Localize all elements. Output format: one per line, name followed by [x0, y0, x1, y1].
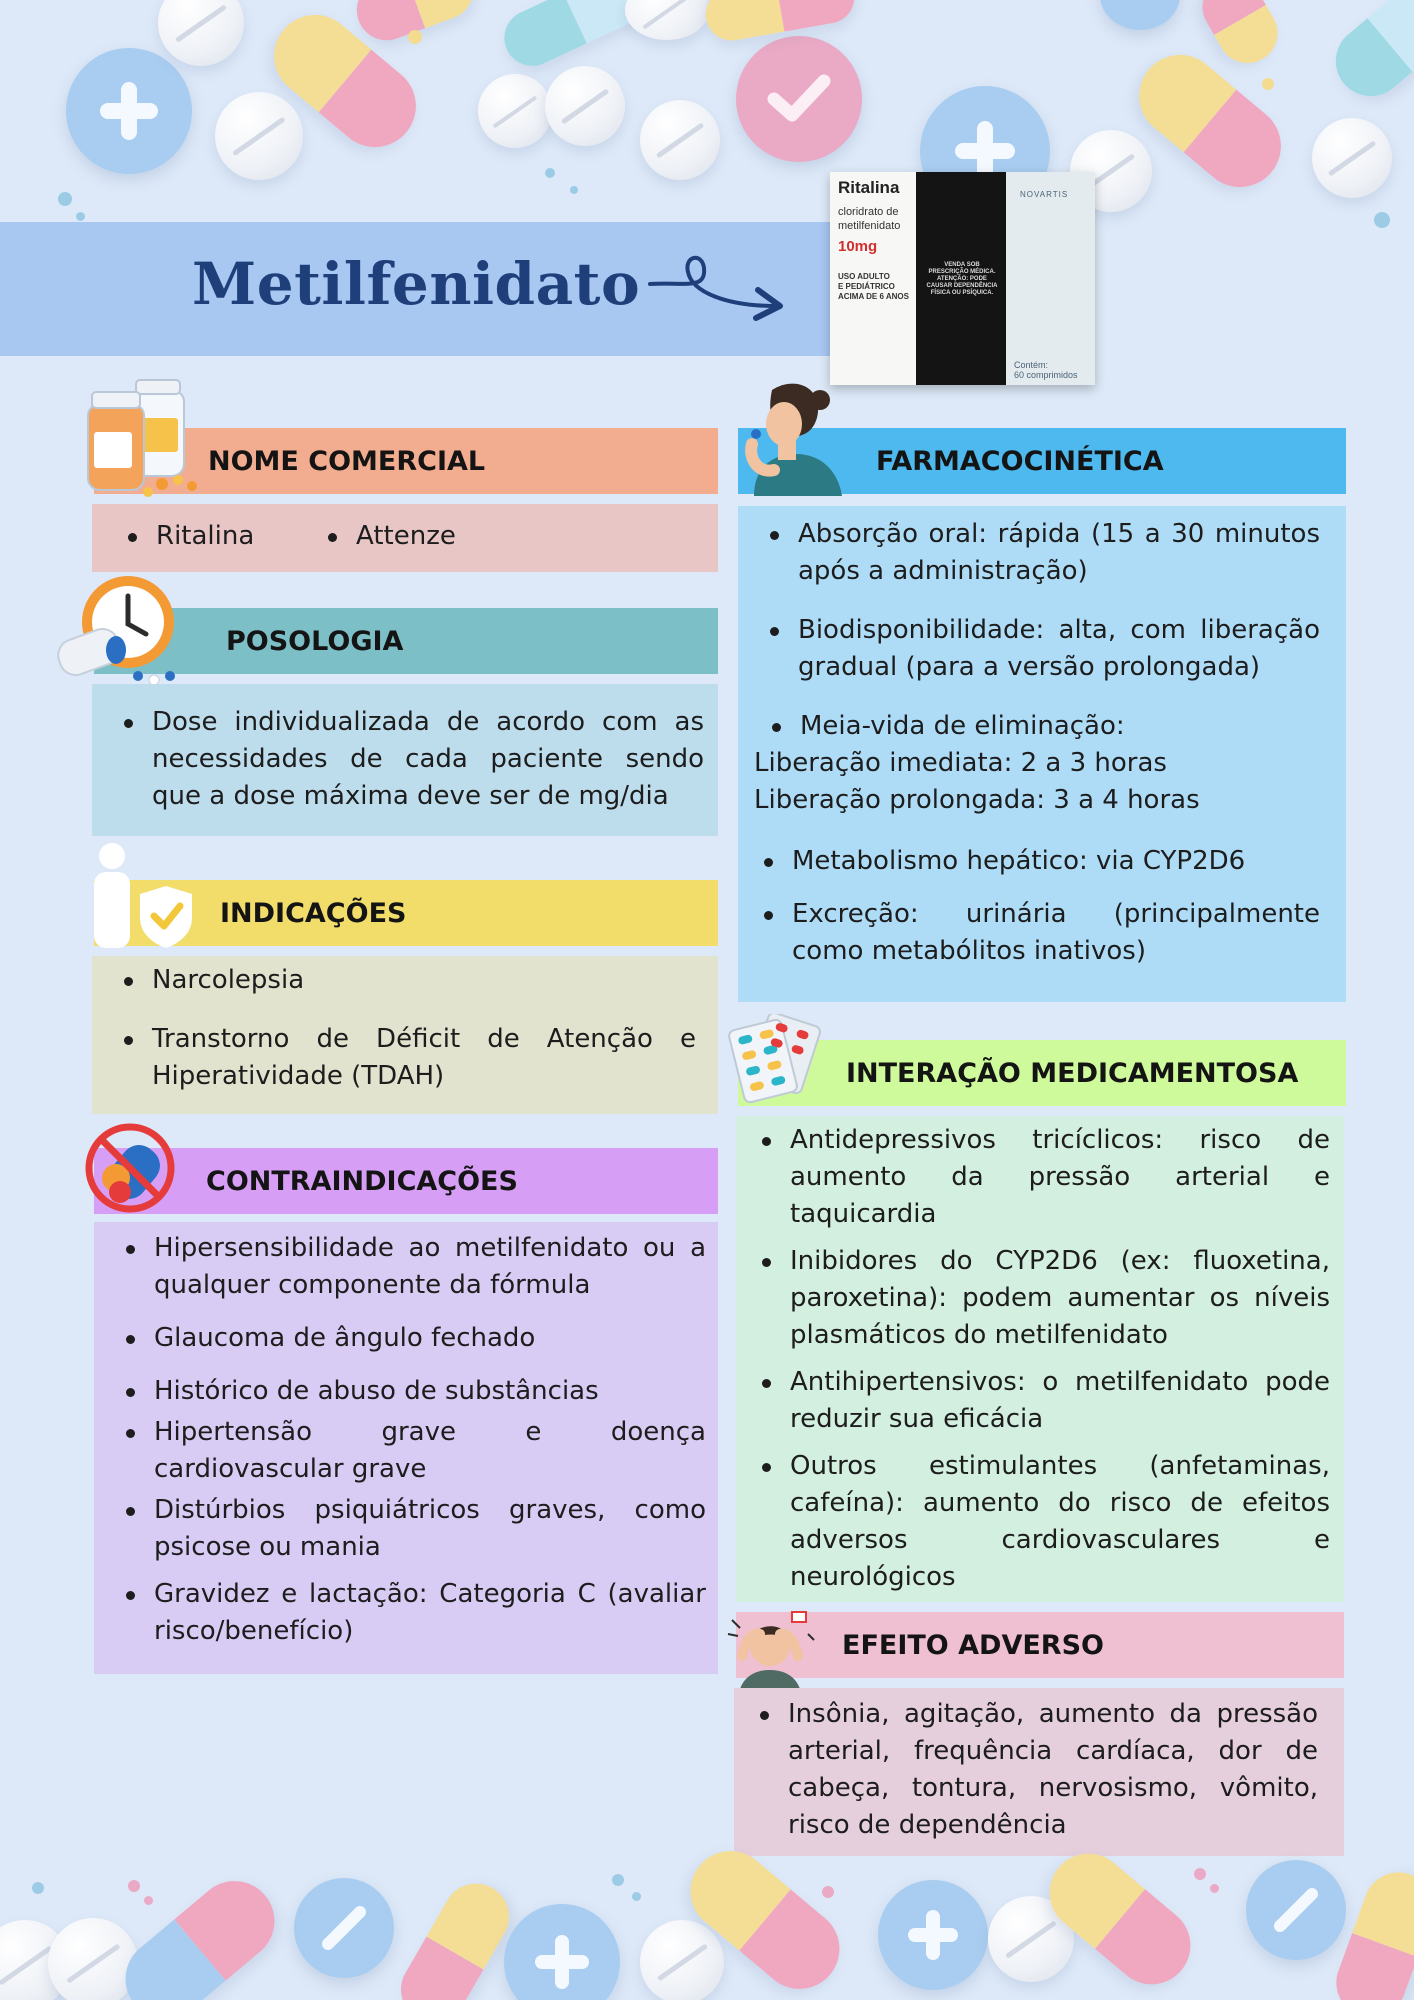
list-item: Gravidez e lactação: Categoria C (avaliar risco/benefício) — [120, 1576, 706, 1650]
farmacocinetica-list-2 — [752, 843, 1320, 970]
nome-comercial-list — [122, 518, 698, 555]
half-life-prolonged: Liberação prolongada: 3 a 4 horas — [754, 785, 1200, 815]
checkmark-disc-icon — [736, 36, 862, 162]
list-item: Hipersensibilidade ao metilfenidato ou a qualquer componente da fórmula — [120, 1230, 706, 1304]
dot — [1194, 1868, 1206, 1880]
tablet-icon — [1312, 118, 1392, 198]
product-warning: VENDA SOB PRESCRIÇÃO MÉDICA. ATENÇÃO: PODE CAUSAR DEPENDÊNCIA FÍSICA OU PSÍQUICA. — [926, 262, 998, 296]
tablet-icon — [640, 100, 720, 180]
list-item: Histórico de abuso de substâncias — [120, 1373, 706, 1410]
plus-disc-icon — [1100, 0, 1180, 30]
no-pills-icon — [82, 1122, 178, 1216]
no-sign-disc-icon — [294, 1878, 394, 1978]
list-item: Biodisponibilidade: alta, com liberação gradual (para a versão prolongada) — [764, 612, 1320, 686]
dot — [632, 1892, 641, 1901]
efeito-adverso-body — [734, 1688, 1344, 1856]
posologia-title: POSOLOGIA — [226, 625, 404, 657]
page-title: Metilfenidato — [192, 250, 641, 318]
product-maker: NOVARTIS — [1020, 190, 1069, 199]
list-item: Absorção oral: rápida (15 a 30 minutos após a administração) — [764, 516, 1320, 590]
efeito-adverso-header — [736, 1612, 1344, 1678]
product-line2: metilfenidato — [838, 220, 901, 232]
contraindicacoes-title: CONTRAINDICAÇÕES — [206, 1165, 518, 1197]
tablet-icon — [158, 0, 244, 66]
list-item: Outros estimulantes (anfetaminas, cafeína): aumento do risco de efeitos adversos cardiovasculares e neurológicos — [756, 1448, 1330, 1596]
efeito-adverso-title: EFEITO ADVERSO — [842, 1629, 1104, 1661]
nome-comercial-body — [92, 504, 718, 572]
dot — [570, 186, 578, 194]
capsule-icon — [389, 1872, 521, 2000]
posologia-body — [92, 684, 718, 836]
list-item: Inibidores do CYP2D6 (ex: fluoxetina, paroxetina): podem aumentar os níveis plasmáticos do metilfenidato — [756, 1243, 1330, 1354]
list-item: Glaucoma de ângulo fechado — [120, 1320, 706, 1357]
capsule-icon — [1192, 0, 1289, 74]
indicacoes-body — [92, 956, 718, 1114]
farmacocinetica-body — [738, 506, 1346, 1002]
no-sign-disc-icon — [1246, 1860, 1346, 1960]
product-usage: USO ADULTO E PEDIÁTRICO ACIMA DE 6 ANOS — [838, 272, 909, 301]
list-item: Insônia, agitação, aumento da pressão arterial, frequência cardíaca, dor de cabeça, tontura, nervosismo, vômito, risco de dependência — [754, 1696, 1318, 1844]
capsule-icon — [1034, 1838, 1207, 2000]
list-item: Metabolismo hepático: via CYP2D6 — [758, 843, 1320, 880]
interacao-list — [756, 1122, 1330, 1596]
contraindicacoes-list — [120, 1230, 706, 1650]
dot — [1374, 212, 1390, 228]
person-taking-pill-icon — [734, 378, 850, 496]
list-item: Distúrbios psiquiátricos graves, como psicose ou mania — [120, 1492, 706, 1566]
plus-disc-icon — [66, 48, 192, 174]
interacao-body — [736, 1116, 1344, 1602]
list-item: Transtorno de Déficit de Atenção e Hiperatividade (TDAH) — [118, 1021, 696, 1095]
list-item: Excreção: urinária (principalmente como metabólitos inativos) — [758, 896, 1320, 970]
indicacoes-list — [118, 962, 696, 1095]
person-shield-icon — [88, 842, 200, 950]
contraindicacoes-header — [94, 1148, 718, 1214]
tablet-icon — [545, 66, 625, 146]
interacao-title: INTERAÇÃO MEDICAMENTOSA — [846, 1057, 1299, 1089]
product-brand: Ritalina — [838, 178, 900, 197]
half-life-immediate: Liberação imediata: 2 a 3 horas — [754, 748, 1167, 778]
product-box-image — [830, 172, 1095, 385]
interacao-header — [738, 1040, 1346, 1106]
efeito-adverso-list — [754, 1696, 1318, 1844]
curly-arrow-icon — [646, 248, 788, 322]
posologia-list — [118, 704, 704, 815]
medicine-bottles-icon — [82, 374, 206, 500]
dot — [1262, 78, 1274, 90]
list-item: Dose individualizada de acordo com as necessidades de cada paciente sendo que a dose máxima deve ser de mg/dia — [118, 704, 704, 815]
tablet-icon — [625, 0, 709, 40]
list-item: Attenze — [322, 518, 456, 555]
plus-disc-icon — [504, 1904, 620, 2000]
tablet-icon — [478, 74, 552, 148]
farmacocinetica-title: FARMACOCINÉTICA — [876, 445, 1164, 477]
dot — [612, 1874, 624, 1886]
nome-comercial-title: NOME COMERCIAL — [208, 445, 486, 477]
clock-pills-icon — [54, 572, 180, 686]
list-item: Hipertensão grave e doença cardiovascular grave — [120, 1414, 706, 1488]
list-item: Ritalina — [122, 518, 322, 555]
dot — [545, 168, 555, 178]
product-dose: 10mg — [838, 238, 878, 255]
dot — [822, 1886, 834, 1898]
tablet-icon — [215, 92, 303, 180]
indicacoes-title: INDICAÇÕES — [220, 897, 407, 929]
product-line1: cloridrato de — [838, 206, 899, 218]
plus-disc-icon — [878, 1880, 988, 1990]
list-item: Antidepressivos tricíclicos: risco de aumento da pressão arterial e taquicardia — [756, 1122, 1330, 1233]
dot — [408, 30, 422, 44]
dot — [128, 1880, 140, 1892]
tablet-icon — [640, 1920, 724, 2000]
dot — [144, 1896, 153, 1905]
posologia-header — [94, 608, 718, 674]
list-item: Narcolepsia — [118, 962, 696, 999]
capsule-icon — [1322, 0, 1414, 110]
dot — [58, 192, 72, 206]
blister-packs-icon — [722, 1014, 828, 1106]
farmacocinetica-list — [752, 516, 1320, 745]
dot — [32, 1882, 44, 1894]
list-item: Antihipertensivos: o metilfenidato pode reduzir sua eficácia — [756, 1364, 1330, 1438]
dot — [1210, 1884, 1219, 1893]
product-contents: Contém: 60 comprimidos — [1014, 360, 1078, 380]
list-item: Meia-vida de eliminação: — [766, 708, 1320, 745]
contraindicacoes-body — [94, 1222, 718, 1674]
dot — [76, 212, 85, 221]
